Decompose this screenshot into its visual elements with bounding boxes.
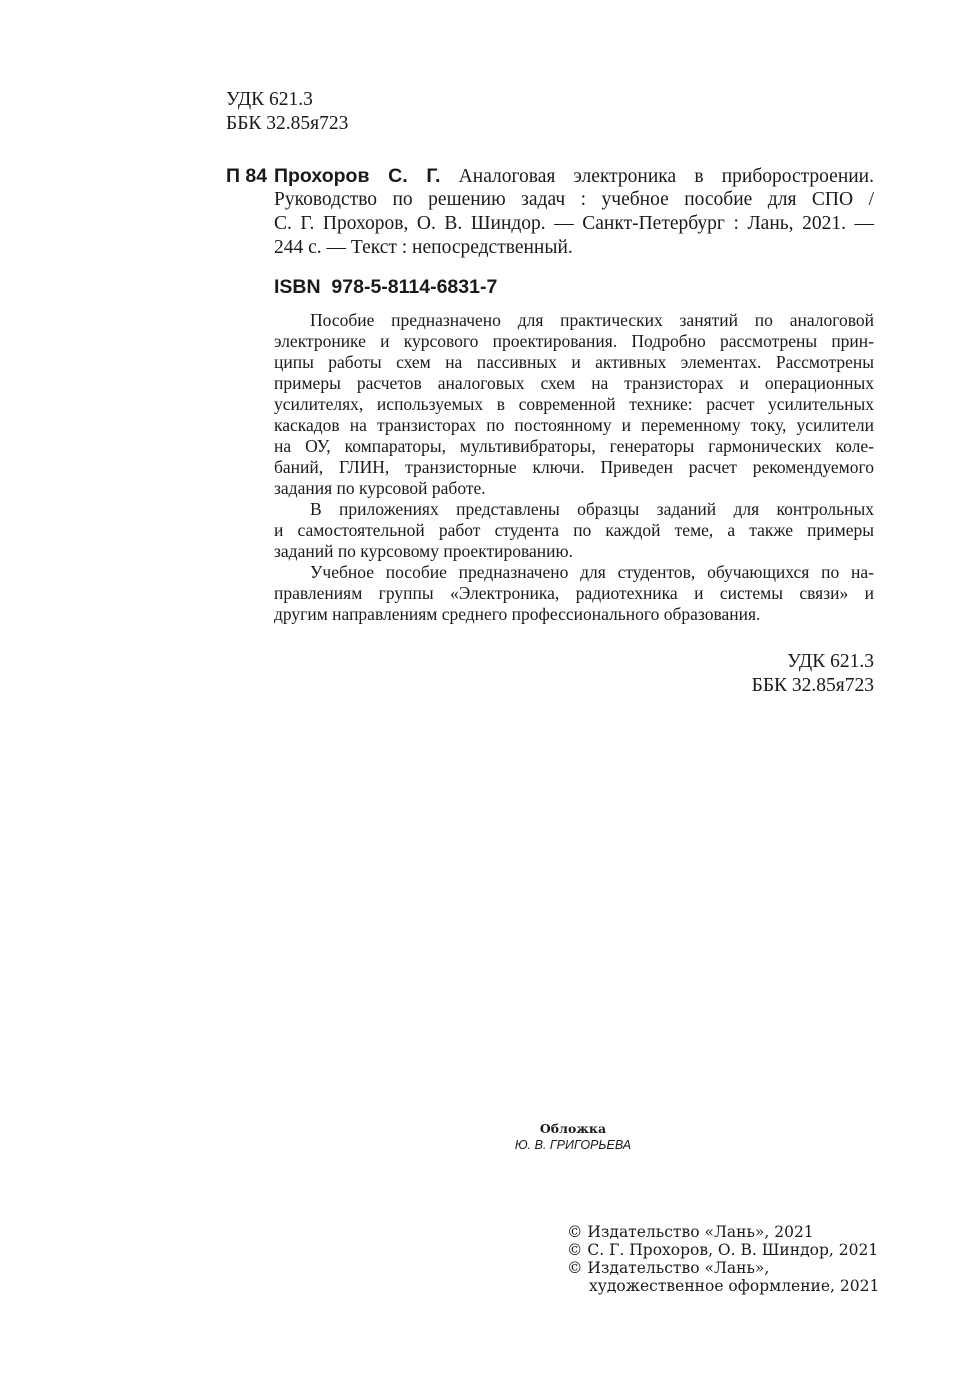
- abstract-line: другим направлениям среднего профессионального образования.: [274, 604, 761, 624]
- isbn: ISBN 978-5-8114-6831-7: [274, 276, 498, 298]
- copyright-design-note: художественное оформление, 2021: [589, 1277, 880, 1295]
- cover-designer: Ю. В. ГРИГОРЬЕВА: [514, 1138, 632, 1152]
- udk-code-top: УДК 621.3: [226, 89, 313, 110]
- copyright-publisher: © Издательство «Лань», 2021: [567, 1223, 814, 1241]
- abstract-line: Пособие предназначено для практических занятий по аналоговой: [310, 310, 874, 330]
- abstract-line: усилителях, используемых в современной технике: расчет усилительных: [274, 394, 874, 414]
- abstract-paragraph-1: [274, 310, 874, 499]
- abstract-line: задания по курсовой работе.: [274, 478, 486, 498]
- book-title: Аналоговая электроника в приборостроении.: [458, 166, 874, 187]
- catalog-line-1: [274, 164, 874, 189]
- abstract-line: правлениям группы «Электроника, радиотехника и системы связи» и: [274, 583, 874, 603]
- abstract-paragraph-2: [274, 499, 874, 562]
- copyright-design-publisher: © Издательство «Лань»,: [567, 1259, 770, 1277]
- abstract-line: Учебное пособие предназначено для студентов, обучающихся по на-: [310, 562, 874, 582]
- bbk-code-top: ББК 32.85я723: [226, 113, 349, 134]
- abstract-paragraph-3: [274, 562, 874, 625]
- catalog-line-2: Руководство по решению задач : учебное пособие для СПО /: [274, 189, 874, 210]
- abstract-line: ципы работы схем на пассивных и активных элементах. Рассмотрены: [274, 352, 874, 372]
- abstract-line: каскадов на транзисторах по постоянному и переменному току, усилители: [274, 415, 874, 435]
- bbk-code-bottom: ББК 32.85я723: [751, 675, 874, 696]
- abstract-line: баний, ГЛИН, транзисторные ключи. Приведен расчет рекомендуемого: [274, 457, 874, 477]
- copyright-authors: © С. Г. Прохоров, О. В. Шиндор, 2021: [567, 1241, 879, 1259]
- author-name: Прохоров С. Г.: [274, 165, 441, 187]
- cover-label: Обложка: [539, 1121, 607, 1136]
- udk-code-bottom: УДК 621.3: [787, 651, 874, 672]
- abstract-line: заданий по курсовому проектированию.: [274, 541, 573, 561]
- abstract-line: и самостоятельной работ студента по каждой теме, а также примеры: [274, 520, 874, 540]
- catalog-line-3: С. Г. Прохоров, О. В. Шиндор. — Санкт-Петербург : Лань, 2021. —: [274, 213, 874, 234]
- abstract-line: на ОУ, компараторы, мультивибраторы, генераторы гармонических коле-: [274, 436, 874, 456]
- abstract: [274, 310, 874, 625]
- abstract-line: электронике и курсового проектирования. Подробно рассмотрены прин-: [274, 331, 874, 351]
- abstract-line: примеры расчетов аналоговых схем на транзисторах и операционных: [274, 373, 874, 393]
- catalog-line-4: 244 с. — Текст : непосредственный.: [274, 237, 573, 258]
- abstract-line: В приложениях представлены образцы заданий для контрольных: [310, 499, 874, 519]
- catalog-code: П 84: [226, 165, 268, 187]
